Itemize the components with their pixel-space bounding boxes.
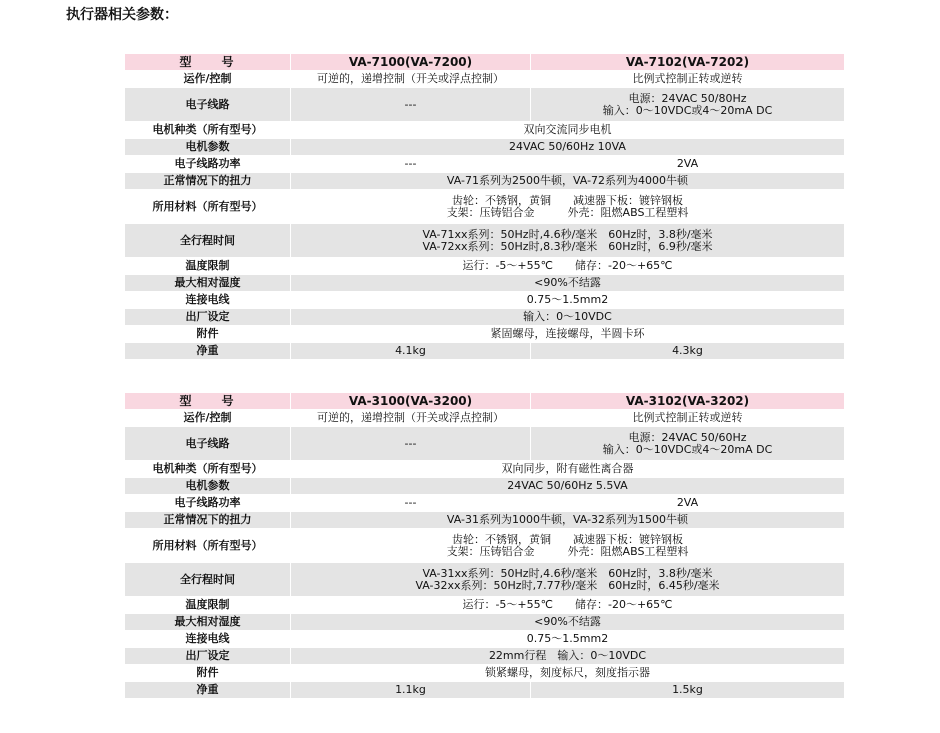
travel-time-line2: VA-32xx系列：50Hz时,7.77秒/毫米 60Hz时，6.45秒/毫米: [415, 578, 720, 592]
motor-params-value: 24VAC 50/60Hz 10VA: [291, 139, 845, 156]
control-label: 运作/控制: [125, 71, 291, 88]
table-header-row: [125, 54, 845, 71]
control-col1: 可逆的，递增控制（开关或浮点控制）: [291, 410, 531, 427]
circuit-power-col2: 2VA: [531, 495, 845, 512]
wire-label: 连接电线: [125, 631, 291, 648]
circuit-power-label: 电子线路功率: [125, 156, 291, 173]
materials-label: 所用材料（所有型号）: [125, 529, 291, 563]
table-row: [125, 648, 845, 665]
humidity-label: 最大相对湿度: [125, 275, 291, 292]
spec-table-va3100: [124, 392, 845, 699]
materials-line2: 支架：压铸铝合金 外壳：阻燃ABS工程塑料: [446, 205, 689, 219]
materials-value: [291, 529, 845, 563]
circuit-power-col1: ---: [291, 495, 531, 512]
table-row: [125, 512, 845, 529]
table-row: [125, 665, 845, 682]
torque-label: 正常情况下的扭力: [125, 512, 291, 529]
weight-label: 净重: [125, 682, 291, 699]
travel-time-label: 全行程时间: [125, 563, 291, 597]
travel-time-line2: VA-72xx系列：50Hz时,8.3秒/毫米 60Hz时，6.9秒/毫米: [422, 239, 713, 253]
factory-value: 22mm行程 输入：0～10VDC: [291, 648, 845, 665]
temperature-label: 温度限制: [125, 597, 291, 614]
motor-type-value: 双向交流同步电机: [291, 122, 845, 139]
circuit-label: 电子线路: [125, 427, 291, 461]
table-row: [125, 427, 845, 461]
table-row: [125, 258, 845, 275]
weight-col2: 4.3kg: [531, 343, 845, 360]
materials-value: [291, 190, 845, 224]
circuit-input: 输入：0～10VDC或4～20mA DC: [602, 103, 773, 117]
motor-params-label: 电机参数: [125, 478, 291, 495]
table-row: [125, 326, 845, 343]
weight-label: 净重: [125, 343, 291, 360]
table-row: [125, 597, 845, 614]
wire-label: 连接电线: [125, 292, 291, 309]
accessories-label: 附件: [125, 665, 291, 682]
model-col2: VA-7102(VA-7202): [531, 54, 845, 71]
model-col2: VA-3102(VA-3202): [531, 393, 845, 410]
weight-col1: 1.1kg: [291, 682, 531, 699]
table-row: [125, 292, 845, 309]
model-col1: VA-3100(VA-3200): [291, 393, 531, 410]
factory-label: 出厂设定: [125, 309, 291, 326]
motor-params-label: 电机参数: [125, 139, 291, 156]
table-row: [125, 563, 845, 597]
temperature-label: 温度限制: [125, 258, 291, 275]
table-row: [125, 173, 845, 190]
humidity-label: 最大相对湿度: [125, 614, 291, 631]
humidity-value: <90%不结露: [291, 614, 845, 631]
materials-line1: 齿轮：不锈钢，黄铜 减速器下板：镀锌钢板: [452, 193, 683, 207]
travel-time-value: [291, 224, 845, 258]
circuit-col1: ---: [291, 427, 531, 461]
circuit-col1: ---: [291, 88, 531, 122]
table-row: [125, 156, 845, 173]
travel-time-label: 全行程时间: [125, 224, 291, 258]
accessories-value: 锁紧螺母，刻度标尺，刻度指示器: [291, 665, 845, 682]
motor-type-value: 双向同步，附有磁性离合器: [291, 461, 845, 478]
torque-value: VA-71系列为2500牛顿，VA-72系列为4000牛顿: [291, 173, 845, 190]
table-row: [125, 461, 845, 478]
torque-value: VA-31系列为1000牛顿，VA-32系列为1500牛顿: [291, 512, 845, 529]
table-row: [125, 343, 845, 360]
accessories-label: 附件: [125, 326, 291, 343]
table-row: [125, 478, 845, 495]
circuit-power-supply: 电源：24VAC 50/60Hz: [628, 430, 747, 444]
materials-label: 所用材料（所有型号）: [125, 190, 291, 224]
circuit-power-col2: 2VA: [531, 156, 845, 173]
table-row: [125, 614, 845, 631]
materials-line2: 支架：压铸铝合金 外壳：阻燃ABS工程塑料: [446, 544, 689, 558]
factory-value: 输入：0～10VDC: [291, 309, 845, 326]
wire-value: 0.75～1.5mm2: [291, 631, 845, 648]
circuit-col2: [531, 88, 845, 122]
table-row: [125, 529, 845, 563]
table-row: [125, 631, 845, 648]
spec-table-va7100: [124, 53, 845, 360]
temperature-value: 运行：-5～+55℃ 储存：-20～+65℃: [291, 597, 845, 614]
circuit-power-label: 电子线路功率: [125, 495, 291, 512]
temperature-value: 运行：-5～+55℃ 储存：-20～+65℃: [291, 258, 845, 275]
travel-time-line1: VA-31xx系列：50Hz时,4.6秒/毫米 60Hz时，3.8秒/毫米: [422, 566, 713, 580]
humidity-value: <90%不结露: [291, 275, 845, 292]
table-row: [125, 275, 845, 292]
circuit-input: 输入：0～10VDC或4～20mA DC: [602, 442, 773, 456]
table-row: [125, 71, 845, 88]
circuit-power-supply: 电源：24VAC 50/80Hz: [628, 91, 747, 105]
control-col2: 比例式控制正转或逆转: [531, 410, 845, 427]
control-label: 运作/控制: [125, 410, 291, 427]
weight-col2: 1.5kg: [531, 682, 845, 699]
torque-label: 正常情况下的扭力: [125, 173, 291, 190]
travel-time-value: [291, 563, 845, 597]
travel-time-line1: VA-71xx系列：50Hz时,4.6秒/毫米 60Hz时，3.8秒/毫米: [422, 227, 713, 241]
table-header-row: [125, 393, 845, 410]
table-row: [125, 410, 845, 427]
motor-params-value: 24VAC 50/60Hz 5.5VA: [291, 478, 845, 495]
table-row: [125, 122, 845, 139]
circuit-col2: [531, 427, 845, 461]
motor-type-label: 电机种类（所有型号）: [125, 461, 291, 478]
table-row: [125, 139, 845, 156]
table-row: [125, 495, 845, 512]
motor-type-label: 电机种类（所有型号）: [125, 122, 291, 139]
page-title: 执行器相关参数：: [66, 7, 178, 23]
model-label: 型 号: [125, 54, 291, 71]
accessories-value: 紧固螺母，连接螺母，半圆卡环: [291, 326, 845, 343]
materials-line1: 齿轮：不锈钢，黄铜 减速器下板：镀锌钢板: [452, 532, 683, 546]
circuit-power-col1: ---: [291, 156, 531, 173]
table-row: [125, 682, 845, 699]
factory-label: 出厂设定: [125, 648, 291, 665]
table-row: [125, 88, 845, 122]
model-col1: VA-7100(VA-7200): [291, 54, 531, 71]
weight-col1: 4.1kg: [291, 343, 531, 360]
wire-value: 0.75～1.5mm2: [291, 292, 845, 309]
table-row: [125, 309, 845, 326]
table-row: [125, 224, 845, 258]
circuit-label: 电子线路: [125, 88, 291, 122]
table-row: [125, 190, 845, 224]
model-label: 型 号: [125, 393, 291, 410]
control-col1: 可逆的，递增控制（开关或浮点控制）: [291, 71, 531, 88]
control-col2: 比例式控制正转或逆转: [531, 71, 845, 88]
